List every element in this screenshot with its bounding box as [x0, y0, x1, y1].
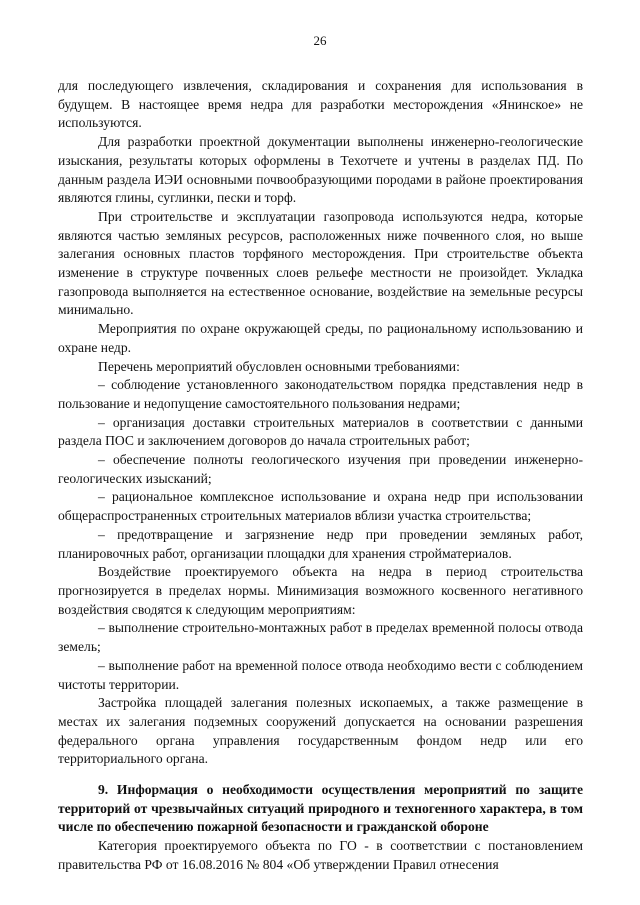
list-item: – обеспечение полноты геологического изучения при проведении инженерно-геологических изысканий; [58, 452, 583, 486]
paragraph: Мероприятия по охране окружающей среды, по рациональному использованию и охране недр. [58, 321, 583, 355]
list-item: – выполнение строительно-монтажных работ в пределах временной полосы отвода земель; [58, 620, 583, 655]
section-heading: 9. Информация о необходимости осуществления мероприятий по защите территорий от чрезвычайных ситуаций природного и техногенного характера, в том числе по обеспечению пожарной безопасности и гражданской обороне [58, 782, 583, 835]
page-number: 26 [313, 33, 327, 48]
paragraph: При строительстве и эксплуатации газопровода используются недра, которые являются частью земляных ресурсов, расположенных ниже почвенного слоя, но выше залегания основных пластов торфяного месторождения. При строительстве объекта изменение в структуре почвенных слоев рельефе местности не произойдет. Укладка газопровода выполняется на естественное основание, воздействие на земельные ресурсы минимально. [58, 208, 583, 318]
paragraph: Категория проектируемого объекта по ГО - в соответствии с постановлением правительства РФ от 16.08.2016 № 804 «Об утверждении Правил отнесения [58, 838, 583, 872]
list-item: – организация доставки строительных материалов в соответствии с данными раздела ПОС и заключением договоров до начала строительных работ; [58, 414, 583, 449]
list-item: – рациональное комплексное использование и охрана недр при использовании общераспространенных строительных материалов вблизи участка строительства; [58, 489, 583, 524]
document-body [58, 77, 583, 875]
paragraph: для последующего извлечения, складирования и сохранения для использования в будущем. В настоящее время недра для разработки месторождения «Янинское» не используются. [58, 78, 583, 131]
paragraph: Воздействие проектируемого объекта на недра в период строительства прогнозируется в пределах нормы. Минимизация возможного косвенного негативного воздействия сводятся к следующим мероприятиям: [58, 564, 583, 617]
list-item: – соблюдение установленного законодательством порядка представления недр в пользование и недопущение самостоятельного пользования недрами; [58, 377, 583, 411]
paragraph: Застройка площадей залегания полезных ископаемых, а также размещение в местах их залегания подземных сооружений допускается на основании разрешения федерального органа управления государственным фондом недр или его территориального органа. [58, 695, 583, 767]
paragraph: Перечень мероприятий обусловлен основными требованиями: [98, 358, 460, 374]
list-item: – выполнение работ на временной полосе отвода необходимо вести с соблюдением чистоты территории. [58, 657, 583, 692]
paragraph: Для разработки проектной документации выполнены инженерно-геологические изыскания, результаты которых оформлены в Техотчете и учтены в разделах ПД. По данным раздела ИЭИ основными почвообразующими породами в районе проектирования являются глины, суглинки, пески и торф. [58, 134, 583, 206]
list-item: – предотвращение и загрязнение недр при проведении земляных работ, планировочных работ, организации площадки для хранения стройматериалов. [58, 526, 583, 561]
